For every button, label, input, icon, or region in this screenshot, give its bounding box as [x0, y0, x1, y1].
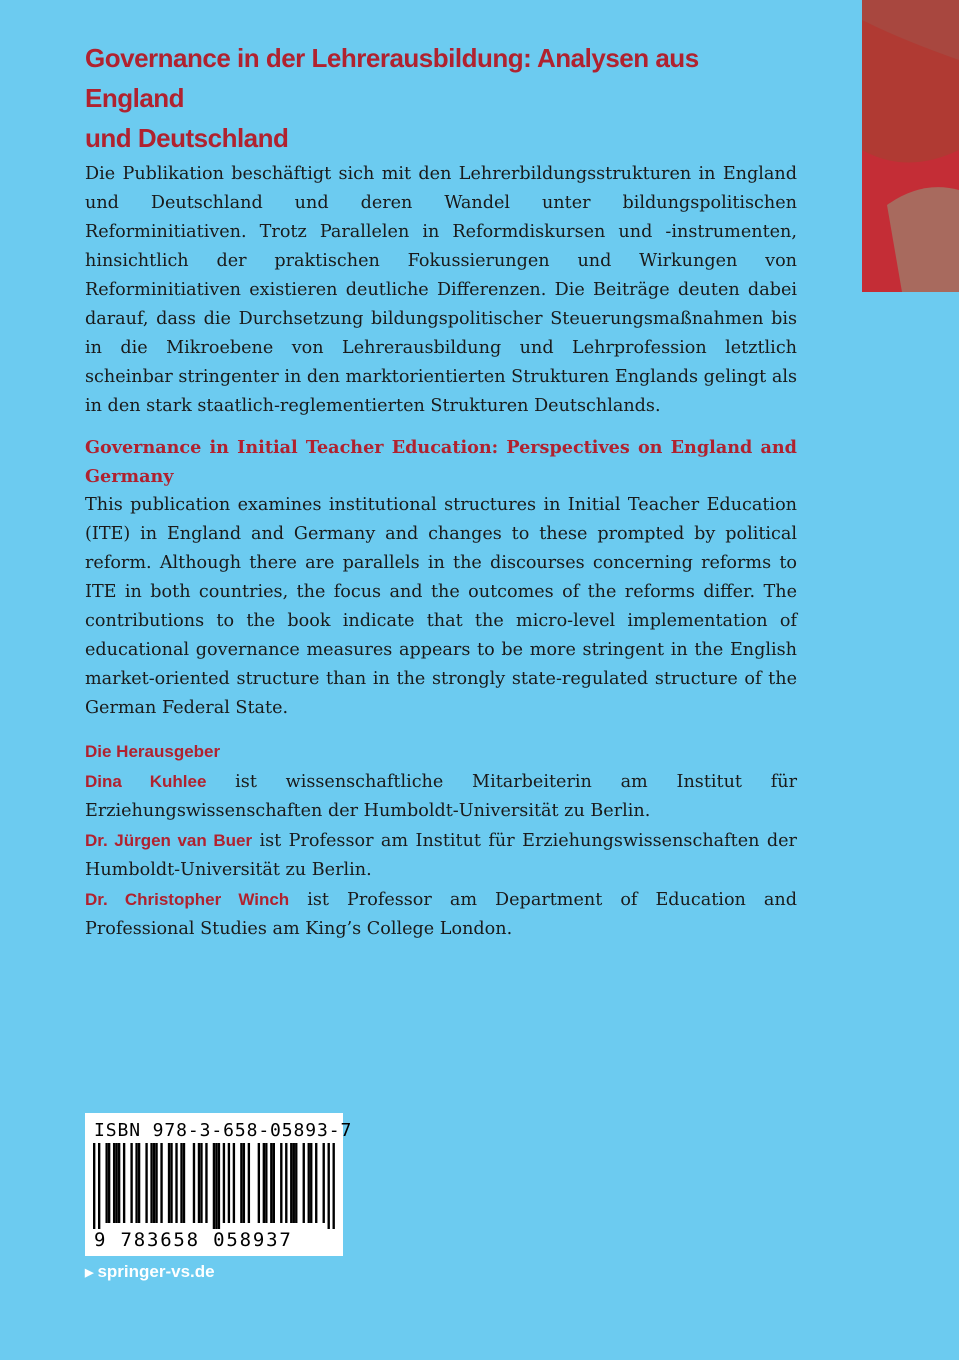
barcode-bar: [285, 1143, 287, 1223]
english-abstract: This publication examines institutional structures in Initial Teacher Education (ITE) in England and Germany and changes to these prompted by political reform. Although there are parallels in the discourses concerning reforms to ITE in both countries, the focus and the outcomes of the reforms differ. The contributions to the book indicate that the micro-level implementation of educational governance measures appears to be more stringent in the English market-oriented structure than in the strongly state-regulated structure of the German Federal State.: [85, 495, 797, 718]
barcode-digits: 9 783658 058937: [94, 1229, 293, 1251]
barcode-bar: [118, 1143, 120, 1223]
barcode-bar: [223, 1143, 225, 1223]
barcode-bar: [108, 1143, 110, 1223]
barcode-bar: [160, 1143, 162, 1223]
barcode-bar: [153, 1143, 155, 1223]
editor-description: ist Professor am Institut für Erziehungswissenschaften der Humboldt-Universität zu Berlin.: [85, 831, 797, 880]
barcode-bar: [333, 1143, 335, 1229]
title-line-1: Governance in der Lehrerausbildung: Analysen aus England: [85, 43, 699, 113]
english-title: Governance in Initial Teacher Education: Perspectives on England and Germany: [85, 437, 797, 487]
barcode-bar: [290, 1143, 292, 1223]
barcode-bar: [218, 1143, 220, 1229]
editor-entry: [85, 885, 797, 944]
barcode-bar: [193, 1143, 195, 1223]
editor-description: ist Professor am Department of Education and Professional Studies am King’s College London.: [85, 890, 797, 939]
barcode-bar: [315, 1143, 317, 1223]
barcode-bar: [258, 1143, 260, 1223]
isbn-label: ISBN 978-3-658-05893-7: [94, 1120, 353, 1141]
barcode-bar: [180, 1143, 182, 1223]
editor-name: Dina Kuhlee: [85, 772, 207, 791]
barcode-bar: [228, 1143, 230, 1223]
barcode-bar: [135, 1143, 137, 1223]
website-label: springer-vs.de: [97, 1262, 215, 1281]
barcode-bars: [93, 1143, 335, 1229]
editor-name: Dr. Christopher Winch: [85, 890, 290, 909]
barcode-bar: [265, 1143, 267, 1223]
barcode-bar: [213, 1143, 215, 1229]
book-title-german: [85, 38, 785, 158]
barcode-bar: [310, 1143, 312, 1223]
editor-name: Dr. Jürgen van Buer: [85, 831, 253, 850]
barcode-bar: [170, 1143, 172, 1223]
barcode-bar: [243, 1143, 245, 1223]
barcode-bar: [115, 1143, 117, 1223]
editors-heading: Die Herausgeber: [85, 742, 221, 761]
editor-entry: [85, 767, 797, 826]
barcode-bar: [123, 1143, 125, 1223]
corner-graphic: [862, 0, 959, 292]
editors-list: [85, 767, 797, 944]
german-abstract: Die Publikation beschäftigt sich mit den Lehrerbildungsstrukturen in England und Deutschland und deren Wandel unter bildungspolitischen Reforminitiativen. Trotz Parallelen in Reformdiskursen und -instrumenten, hinsichtlich der praktischen Fokussierungen und Wirkungen von Reforminitiativen existieren deutliche Differenzen. Die Beiträge deuten dabei darauf, dass die Durchsetzung bildungspolitischer Steuerungsmaßnahmen bis in die Mikroebene von Lehrerausbildung und Lehrprofession letztlich scheinbar stringenter in den marktorientierten Strukturen Englands gelingt als in den stark staatlich-reglementierten Strukturen Deutschlands.: [85, 164, 797, 416]
barcode-bar: [93, 1143, 95, 1229]
triangle-right-icon: ▶: [85, 1266, 94, 1279]
barcode-bar: [215, 1143, 217, 1229]
barcode-bar: [168, 1143, 170, 1223]
publisher-website[interactable]: [85, 1262, 215, 1282]
editor-description: ist wissenschaftliche Mitarbeiterin am Institut für Erziehungswissenschaften der Humboldt-Universität zu Berlin.: [85, 772, 797, 821]
barcode-bar: [155, 1143, 157, 1223]
corner-decoration: [862, 0, 959, 292]
barcode-bar: [308, 1143, 310, 1223]
barcode-bar: [98, 1143, 100, 1229]
barcode-bar: [113, 1143, 115, 1223]
barcode-bar: [303, 1143, 305, 1223]
barcode-bar: [105, 1143, 107, 1223]
barcode-bar: [205, 1143, 207, 1223]
barcode-bar: [248, 1143, 250, 1223]
isbn-barcode: [85, 1113, 353, 1256]
barcode-bar: [280, 1143, 282, 1223]
barcode-bar: [240, 1143, 242, 1223]
barcode-bar: [233, 1143, 235, 1223]
barcode-bar: [273, 1143, 275, 1223]
barcode-bar: [270, 1143, 272, 1223]
barcode-bar: [295, 1143, 297, 1223]
barcode-bar: [130, 1143, 132, 1223]
title-line-2: und Deutschland: [85, 123, 289, 153]
editor-entry: [85, 826, 797, 885]
barcode-bar: [200, 1143, 202, 1223]
barcode-bar: [293, 1143, 295, 1223]
barcode-bar: [323, 1143, 325, 1223]
barcode-bar: [198, 1143, 200, 1223]
barcode-bar: [175, 1143, 177, 1223]
barcode-bar: [150, 1143, 152, 1223]
barcode-bar: [138, 1143, 140, 1223]
barcode-bar: [145, 1143, 147, 1223]
barcode-bar: [328, 1143, 330, 1229]
barcode-bar: [263, 1143, 265, 1223]
barcode-bar: [183, 1143, 185, 1223]
